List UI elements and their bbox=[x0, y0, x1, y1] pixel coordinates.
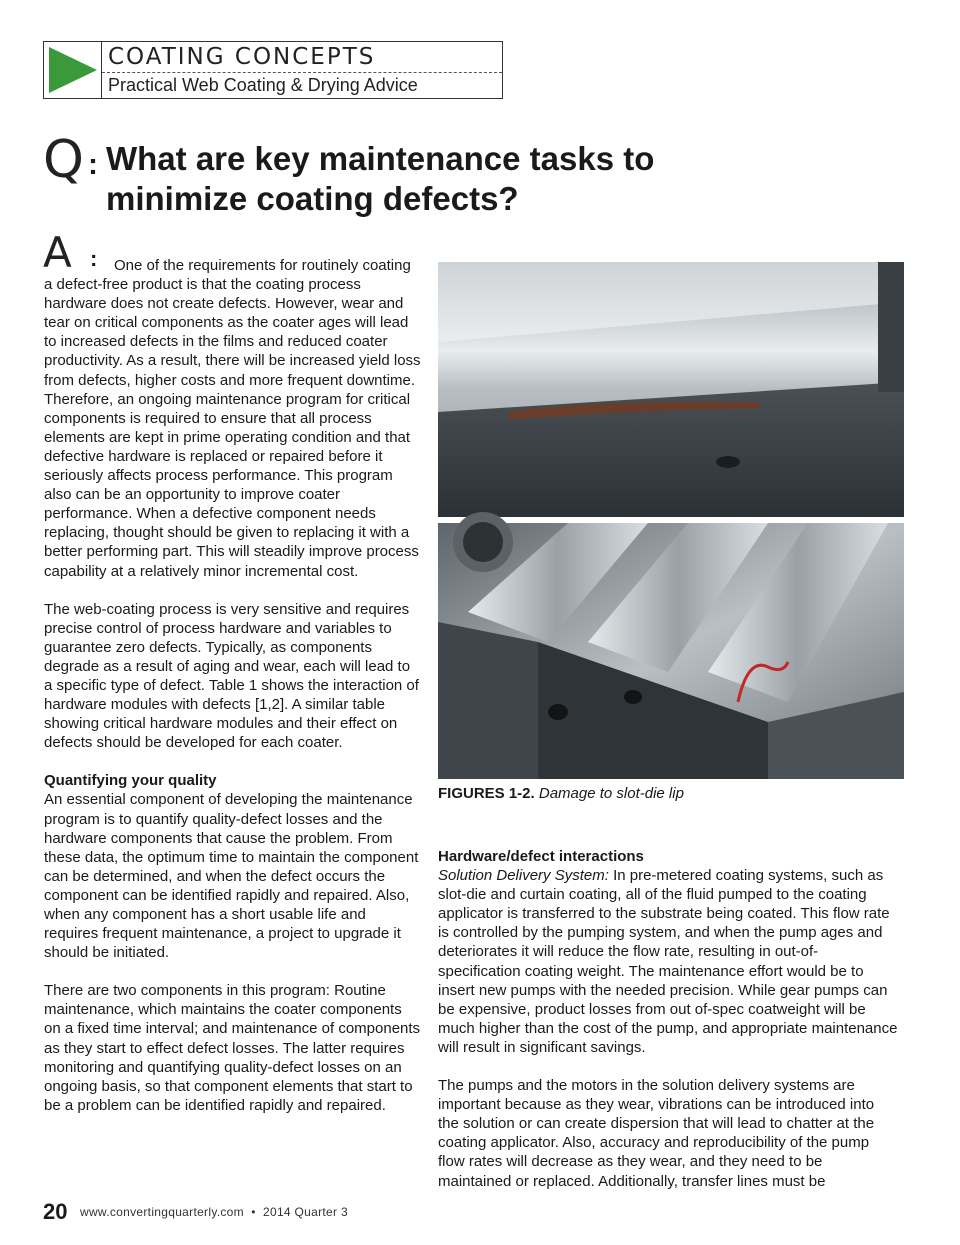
question-letter: Q bbox=[43, 130, 84, 190]
components-paragraph: There are two components in this program: Routine maintenance, which maintains the coater components on a fixed time interval; and maintenance of components as they start to effect defect losses. The latter requires monitoring and quantifying quality-defect losses on an ongoing basis, so that component elements that start to be a problem can be identified rapidly and repaired. bbox=[44, 982, 421, 1114]
left-column bbox=[44, 256, 422, 1134]
answer-paragraph-2: The web-coating process is very sensitive and requires precise control of process hardware and variables to guarantee zero defects. Typically, as components degrade as a result of aging and wear, each will lead to a specific type of defect. Table 1 shows the interaction of hardware modules with defects [1,2]. A similar table showing critical hardware modules and their effect on defects should be developed for each coater. bbox=[44, 600, 419, 752]
figure-photos bbox=[438, 262, 904, 779]
hardware-section bbox=[438, 847, 898, 1057]
logo-box bbox=[44, 42, 102, 98]
hardware-paragraph-2: The pumps and the motors in the solution delivery systems are important because as they wear, vibrations can be introduced into the solution or can create dispersion that will lead to chatter at the coating applicator. Also, accuracy and reproducibility of the pump flow rates will decrease as they wear, and they need to be maintained or replaced. Additionally, transfer lines must be bbox=[438, 1077, 875, 1190]
figure-1-photo bbox=[438, 262, 904, 517]
question-heading: What are key maintenance tasks to minimize coating defects? bbox=[106, 140, 655, 217]
answer-colon: : bbox=[90, 246, 98, 271]
slot-die-photos bbox=[438, 262, 904, 779]
figure-label: FIGURES 1-2. bbox=[438, 785, 535, 802]
section-title: COATING CONCEPTS bbox=[108, 44, 376, 70]
figure-caption bbox=[438, 785, 684, 802]
page-number: 20 bbox=[43, 1199, 68, 1224]
section-subtitle: Practical Web Coating & Drying Advice bbox=[108, 75, 418, 95]
right-column bbox=[438, 847, 898, 1210]
answer-paragraph-1: One of the requirements for routinely coating a defect-free product is that the coating process hardware does not create defects. However, wear and tear on critical components as the coater ages will lead to increased defects in the films and reduced coater productivity. As a result, there will be increased yield loss from defects, higher costs and more frequent downtime. Therefore, an ongoing maintenance program for critical components is required to ensure that all process elements are kept in prime operating condition and that defective hardware is replaced or repaired before it seriously affects process performance. This program also can be an opportunity to improve coater performance. When a defective component needs replacing, thought should be given to replacing it with a better performing part. This will steadily improve process capability at a relatively minor incremental cost. bbox=[44, 257, 421, 580]
header-divider bbox=[102, 72, 502, 73]
footer-url: www.convertingquarterly.com bbox=[80, 1205, 244, 1219]
footer-text bbox=[80, 1205, 348, 1219]
figure-caption-text: Damage to slot-die lip bbox=[538, 785, 684, 802]
header-banner bbox=[43, 41, 503, 99]
footer-separator: • bbox=[251, 1205, 256, 1219]
solution-delivery-label: Solution Delivery System: bbox=[438, 867, 609, 885]
hardware-heading: Hardware/defect interactions bbox=[438, 848, 644, 865]
hardware-paragraph-1: In pre-metered coating systems, such as slot-die and curtain coating, all of the fluid pumped to the coating applicator is transferred to the substrate being coated. This flow rate is controlled by the pumping system, and when the pump ages and deteriorates it will reduce the flow rate, resulting in out-of-specification coating weight. The maintenance effort would be to insert new pumps with the needed precision. While gear pumps can be expensive, product losses from out of-spec coatweight will be much higher than the cost of the pump, and appropriate maintenance will result in significant savings. bbox=[438, 867, 898, 1056]
quantifying-heading: Quantifying your quality bbox=[44, 772, 217, 790]
quantifying-paragraph: An essential component of developing the maintenance program is to quantify quality-defect losses and the hardware components that cause the problem. From these data, the optimum time to maintain the component can be determined, and when the defect occurs the component can be identified rapidly and repaired. Also, when any component has a short usable life and requires frequent maintenance, a project to upgrade it should be initiated. bbox=[44, 791, 419, 962]
question-colon: : bbox=[88, 148, 98, 181]
footer-issue: 2014 Quarter 3 bbox=[263, 1205, 348, 1219]
green-triangle-icon bbox=[47, 45, 99, 95]
quantifying-section bbox=[44, 771, 422, 962]
answer-letter: A bbox=[43, 228, 72, 277]
figure-2-photo bbox=[438, 512, 904, 779]
